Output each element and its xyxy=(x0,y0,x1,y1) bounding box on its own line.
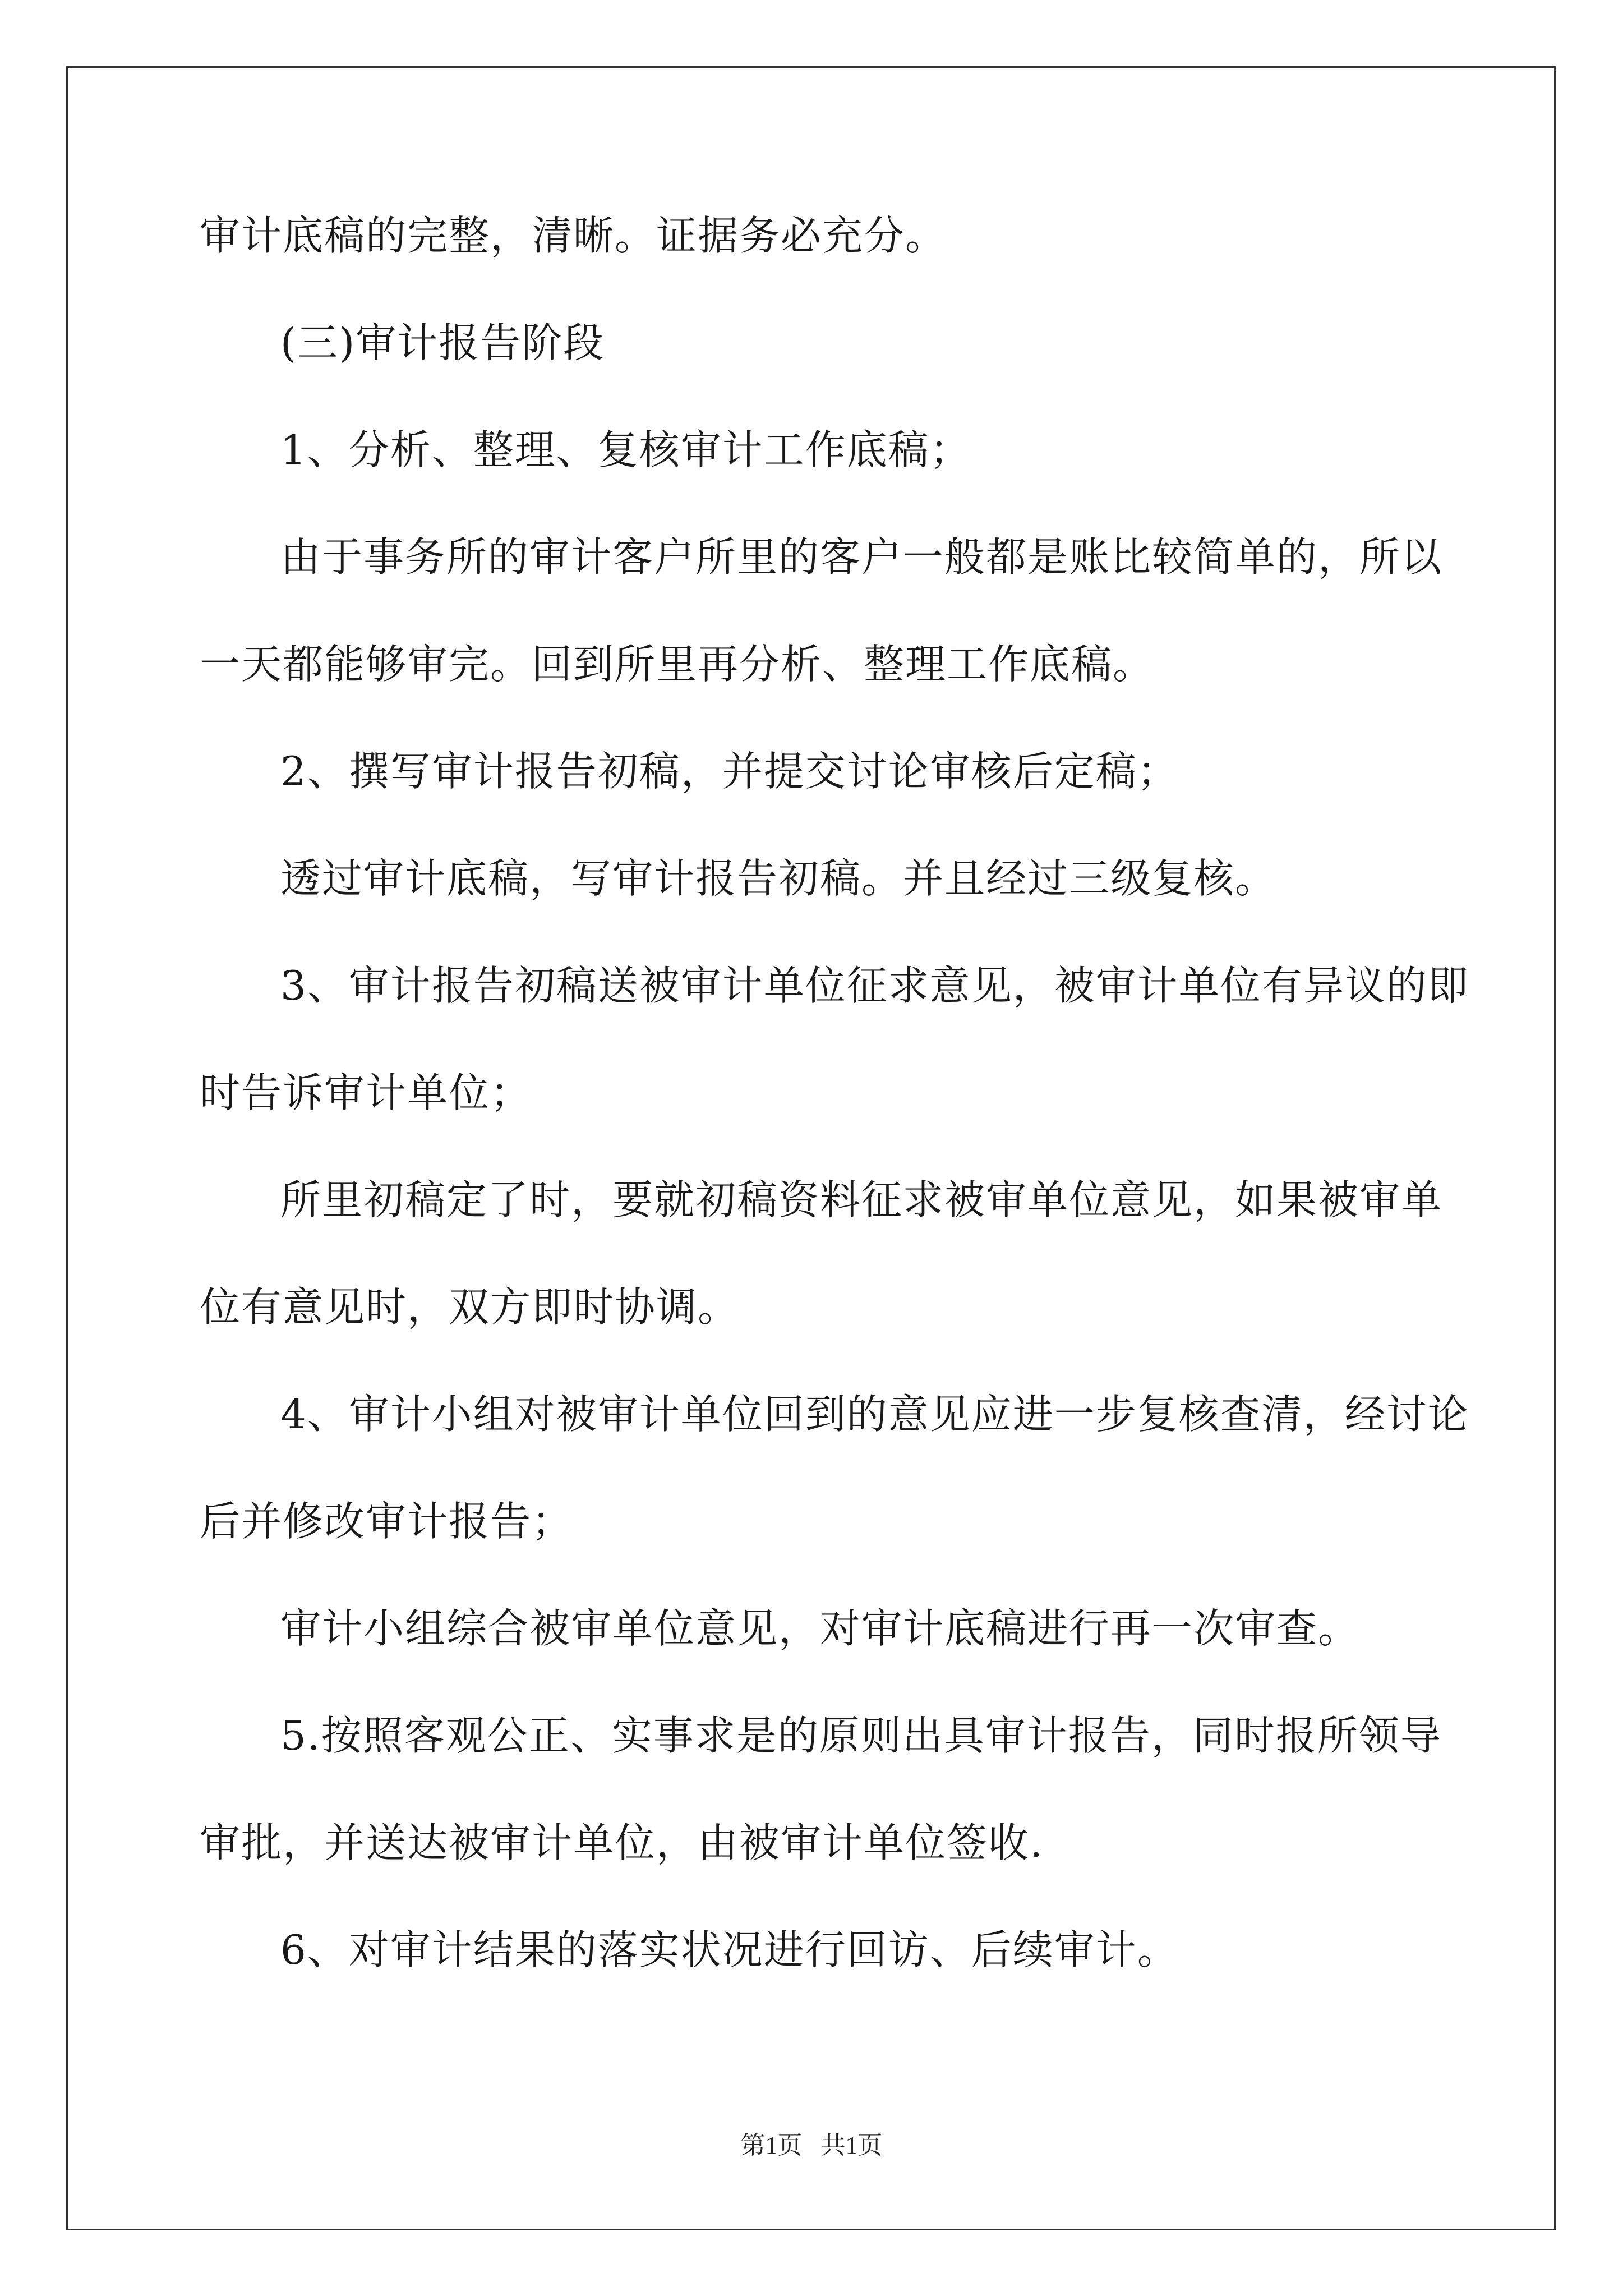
text-line: 位有意见时，双方即时协调。 xyxy=(200,1283,740,1331)
text-line: 审计底稿的完整，清晰。证据务必充分。 xyxy=(200,212,947,259)
text-line: 审计小组综合被审单位意见，对审计底稿进行再一次审查。 xyxy=(280,1605,1360,1652)
document-body xyxy=(200,212,1469,2035)
text-line: 审批，并送达被审计单位，由被审计单位签收. xyxy=(200,1819,1044,1866)
text-line: 1、分析、整理、复核审计工作底稿； xyxy=(280,426,971,473)
text-line: (三)审计报告阶段 xyxy=(280,319,605,366)
page-footer: 第1页 共1页 xyxy=(740,2132,883,2159)
text-line: 由于事务所的审计客户所里的客户一般都是账比较简单的，所以 xyxy=(280,533,1443,581)
text-line: 透过审计底稿，写审计报告初稿。并且经过三级复核。 xyxy=(280,855,1277,902)
text-line: 5.按照客观公正、实事求是的原则出具审计报告，同时报所领导 xyxy=(280,1712,1442,1759)
text-line: 后并修改审计报告； xyxy=(200,1498,574,1545)
text-line: 3、审计报告初稿送被审计单位征求意见，被审计单位有异议的即 xyxy=(280,962,1469,1009)
text-line: 一天都能够审完。回到所里再分析、整理工作底稿。 xyxy=(200,641,1155,688)
text-line: 所里初稿定了时，要就初稿资料征求被审单位意见，如果被审单 xyxy=(280,1176,1443,1223)
text-line: 6、对审计结果的落实状况进行回访、后续审计。 xyxy=(280,1926,1179,1973)
text-line: 2、撰写审计报告初稿，并提交讨论审核后定稿； xyxy=(280,748,1179,795)
text-line: 4、审计小组对被审计单位回到的意见应进一步复核查清，经讨论 xyxy=(280,1391,1469,1438)
text-line: 时告诉审计单位； xyxy=(200,1069,532,1116)
